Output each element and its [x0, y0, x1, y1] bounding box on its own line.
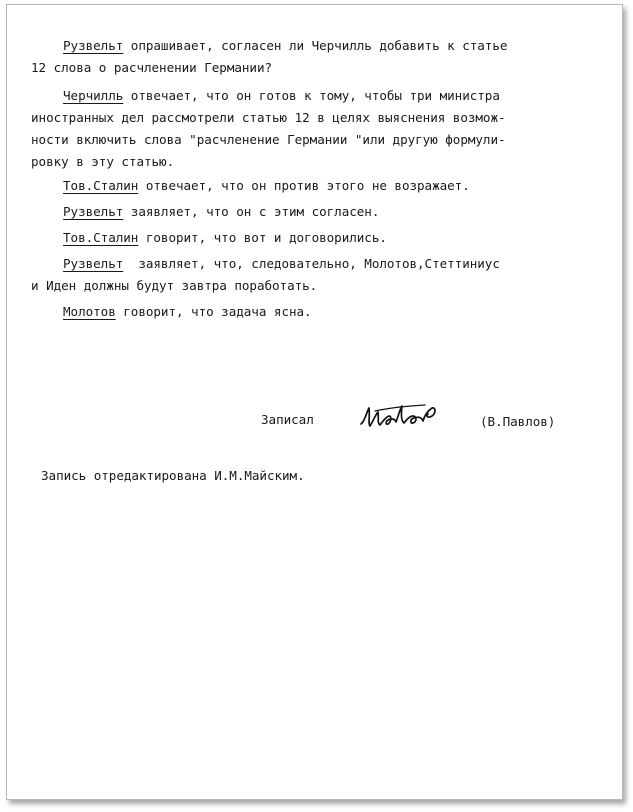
speaker-name: Черчилль	[63, 88, 124, 103]
paragraph-line: 12 слова о расчленении Германии?	[31, 60, 273, 75]
document-page	[6, 4, 623, 800]
paragraph-line	[63, 85, 500, 107]
paragraph-line: иностранных дел рассмотрели статью 12 в целях выяснения возмож-	[31, 110, 506, 125]
speaker-name: Молотов	[63, 304, 116, 319]
paragraph-line	[63, 201, 379, 223]
paragraph-line: ности включить слова "расчленение Германии "или другую формули-	[31, 132, 506, 147]
paragraph-line	[63, 35, 507, 57]
line-text: заявляет, что он с этим согласен.	[123, 204, 380, 219]
speaker-name: Тов.Сталин	[63, 230, 139, 245]
paragraph-line	[63, 175, 470, 197]
recorder-name: (В.Павлов)	[480, 414, 556, 429]
paragraph-line: и Иден должны будут завтра поработать.	[31, 278, 318, 293]
speaker-name: Рузвельт	[63, 204, 124, 219]
line-text: отвечает, что он готов к тому, чтобы три министра	[123, 88, 500, 103]
line-text: говорит, что задача ясна.	[115, 304, 312, 319]
paragraph-line	[63, 253, 500, 275]
speaker-name: Рузвельт	[63, 256, 124, 271]
line-text: заявляет, что, следовательно, Молотов,Стеттиниус	[123, 256, 500, 271]
handwritten-signature	[355, 397, 445, 433]
paragraph-line	[63, 301, 312, 323]
speaker-name: Рузвельт	[63, 38, 124, 53]
edited-note: Запись отредактирована И.М.Майским.	[41, 468, 305, 483]
paragraph-line: ровку в эту статью.	[31, 154, 175, 169]
line-text: говорит, что вот и договорились.	[138, 230, 387, 245]
paragraph-line	[63, 227, 387, 249]
line-text: опрашивает, согласен ли Черчилль добавить к статье	[123, 38, 508, 53]
line-text: отвечает, что он против этого не возражает.	[138, 178, 470, 193]
speaker-name: Тов.Сталин	[63, 178, 139, 193]
recorded-by-label: Записал	[261, 412, 314, 427]
